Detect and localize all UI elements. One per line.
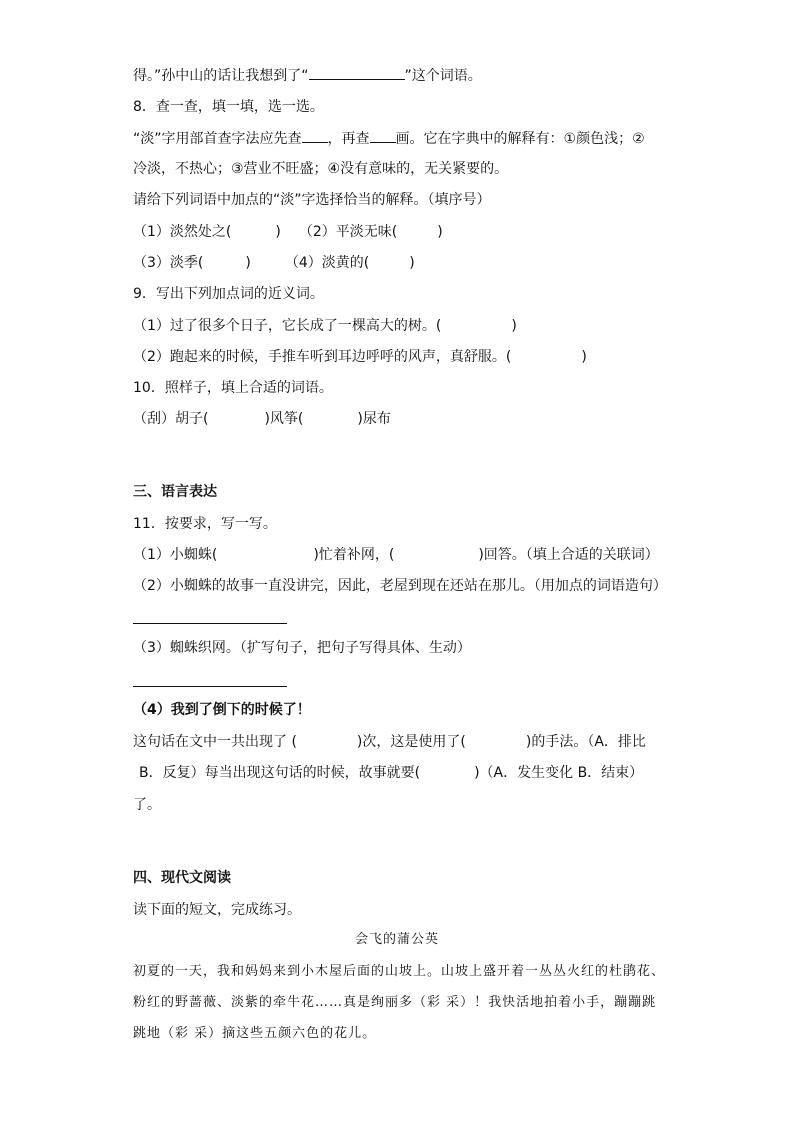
section-3-title: 三、语言表达	[133, 484, 217, 500]
q11-item-2-answer-line[interactable]	[133, 623, 287, 624]
q8-line-1	[133, 128, 645, 149]
q8-item-4-close: )	[409, 255, 415, 271]
q8-line-3: 请给下列词语中加点的“淡”字选择恰当的解释。（填序号）	[133, 192, 491, 208]
q8-heading: 8．查一查，填一填，选一选。	[133, 99, 324, 115]
q8-item-3-close: )	[245, 255, 251, 271]
q11-item-4: （4）我到了倒下的时候了！	[133, 702, 311, 718]
q8-line-1-a: “淡”字用部首查字法应先查	[133, 131, 302, 147]
q7-tail-text-a: 得。”孙中山的话让我想到了“	[133, 68, 309, 84]
q11-item-4-c: )的手法。（A．排比	[525, 734, 646, 750]
q11-item-4-a: 这句话在文中一共出现了 (	[133, 734, 297, 750]
q8-item-2-close: )	[437, 224, 443, 240]
q8-line-1-c: 画。它在字典中的解释有：①颜色浅；②	[395, 131, 645, 147]
passage-title: 会飞的蒲公英	[354, 932, 439, 947]
q8-item-1: （1）淡然处之(	[133, 224, 232, 240]
q11-item-2: （2）小蜘蛛的故事一直没讲完，因此，老屋到现在还站在那儿。（用加点的词语造句）	[133, 578, 667, 594]
q8-item-2: （2）平淡无味(	[298, 224, 398, 240]
q11-item-3: （3）蜘蛛织网。（扩写句子，把句子写得具体、生动）	[133, 640, 471, 656]
q7-answer-blank[interactable]	[309, 65, 405, 80]
q11-item-3-answer-line[interactable]	[133, 686, 287, 687]
q11-item-4-b: )次，这是使用了(	[356, 734, 466, 750]
q9-item-1-close: )	[511, 318, 517, 334]
q9-item-1-line	[133, 316, 517, 336]
q8-items-row-1	[133, 222, 443, 242]
q8-strokes-blank[interactable]	[370, 128, 396, 143]
passage-line-2: 粉红的野蔷薇、淡紫的牵牛花……真是绚丽多（彩 采）！我快活地拍着小手，蹦蹦跳	[133, 995, 657, 1010]
q11-item-4-e: )（A．发生变化 B．结束）	[474, 765, 644, 781]
q7-tail-text-b: ”这个词语。	[404, 68, 482, 84]
q11-heading: 11．按要求，写一写。	[133, 516, 277, 532]
q9-item-2: （2）跑起来的时候，手推车听到耳边呼呼的风声，真舒服。(	[133, 349, 512, 365]
q11-item-4-d: B．反复）每当出现这句话的时候，故事就要(	[139, 765, 421, 781]
q9-heading: 9．写出下列加点词的近义词。	[133, 286, 324, 302]
q11-item-4-line-2	[139, 763, 643, 783]
q11-item-1-b: )忙着补网，(	[313, 547, 395, 563]
q9-item-2-close: )	[581, 349, 587, 365]
q11-item-1-c: )回答。（填上合适的关联词）	[478, 547, 659, 563]
q11-item-1-line	[133, 545, 659, 565]
q10-heading: 10．照样子，填上合适的词语。	[133, 380, 333, 396]
q11-item-1-a: （1）小蜘蛛(	[133, 547, 218, 563]
q8-radical-blank[interactable]	[302, 128, 328, 143]
q11-item-4-line-1	[133, 732, 646, 752]
q7-tail-line	[133, 65, 482, 86]
q10-part-a: （刮）胡子(	[133, 411, 209, 427]
q8-item-4: （4）淡黄的(	[284, 255, 370, 271]
q10-part-c: )尿布	[357, 411, 391, 427]
q11-item-4-line-3: 了。	[133, 797, 161, 813]
passage-line-1: 初夏的一天，我和妈妈来到小木屋后面的山坡上。山坡上盛开着一丛丛火红的杜鹃花、	[133, 964, 666, 979]
passage-line-3: 跳地（彩 采）摘这些五颜六色的花儿。	[133, 1026, 377, 1041]
q8-line-2: 冷淡，不热心；③营业不旺盛；④没有意味的，无关紧要的。	[133, 161, 509, 177]
q8-item-1-close: )	[275, 224, 281, 240]
q10-line	[133, 409, 391, 429]
reading-intro: 读下面的短文，完成练习。	[133, 902, 301, 918]
section-4-title: 四、现代文阅读	[133, 870, 231, 886]
q8-item-3: （3）淡季(	[133, 255, 204, 271]
q8-line-1-b: ，再查	[327, 131, 370, 147]
q9-item-2-line	[133, 347, 587, 367]
q10-part-b: )风筝(	[264, 411, 304, 427]
q8-items-row-2	[133, 253, 415, 273]
q9-item-1: （1）过了很多个日子，它长成了一棵高大的树。(	[133, 318, 442, 334]
